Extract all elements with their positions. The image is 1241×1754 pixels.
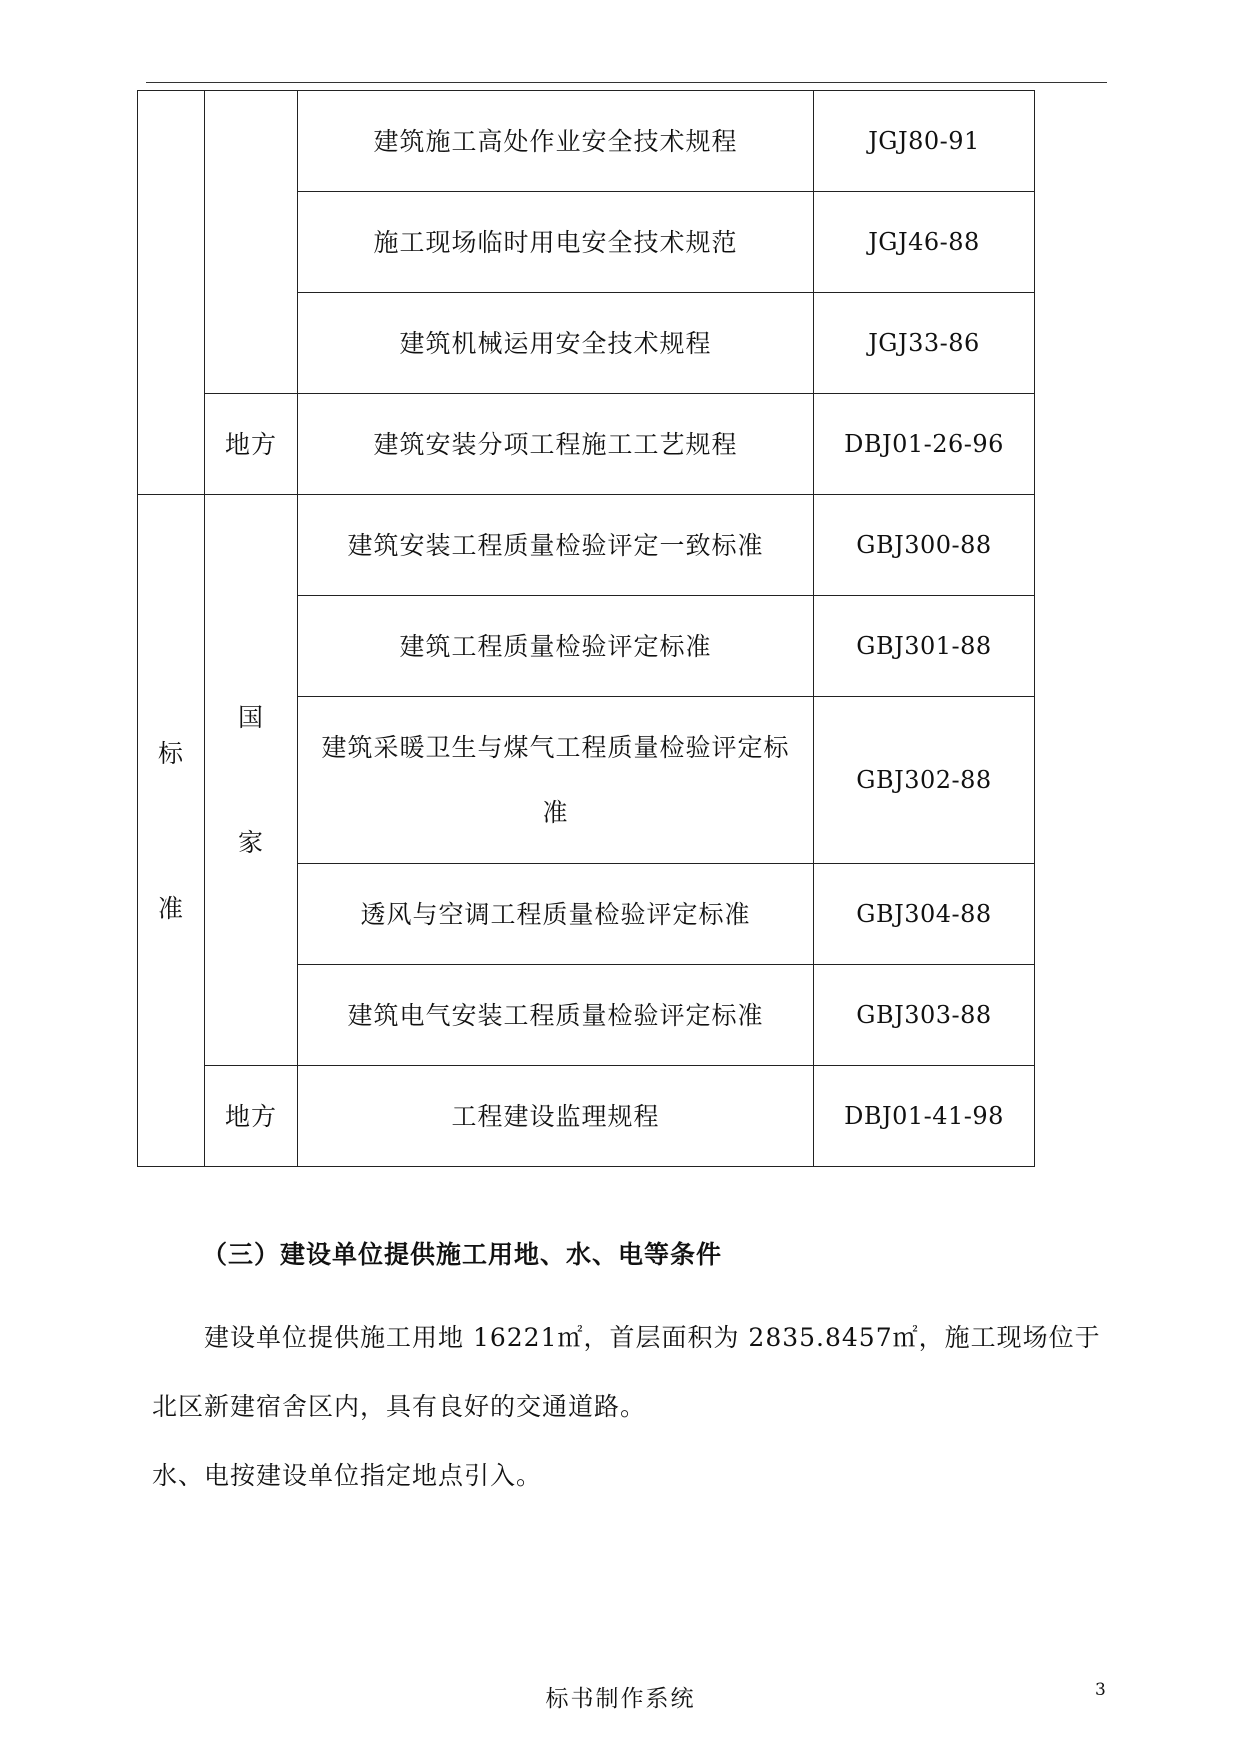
standard-name: 建筑机械运用安全技术规程: [298, 293, 814, 394]
level-char: 国: [237, 703, 264, 732]
header-rule: [146, 82, 1107, 83]
standard-code: GBJ304-88: [814, 864, 1035, 965]
standard-code: JGJ80-91: [814, 91, 1035, 192]
table-row: [138, 495, 1035, 596]
category-char: 标: [157, 738, 184, 768]
standard-code: GBJ303-88: [814, 965, 1035, 1066]
footer-text: 标书制作系统: [545, 1686, 696, 1712]
page-number: 3: [1095, 1680, 1106, 1700]
table-row: [138, 91, 1035, 192]
standard-name: 建筑采暖卫生与煤气工程质量检验评定标准: [298, 697, 814, 864]
level-char: 家: [237, 828, 264, 857]
standard-name: 建筑安装分项工程施工工艺规程: [298, 394, 814, 495]
level-cell-local: 地方: [205, 394, 298, 495]
standard-name: 建筑安装工程质量检验评定一致标准: [298, 495, 814, 596]
standards-table: [137, 90, 1035, 1167]
standard-name: 建筑工程质量检验评定标准: [298, 596, 814, 697]
level-cell-continued: [205, 91, 298, 394]
standard-name: 工程建设监理规程: [298, 1066, 814, 1167]
standard-code: JGJ46-88: [814, 192, 1035, 293]
level-cell-national: [205, 495, 298, 1066]
paragraph: 水、电按建设单位指定地点引入。: [152, 1461, 543, 1490]
standard-code: GBJ301-88: [814, 596, 1035, 697]
standard-code: DBJ01-41-98: [814, 1066, 1035, 1167]
level-cell-local: 地方: [205, 1066, 298, 1167]
standard-name: 建筑施工高处作业安全技术规程: [298, 91, 814, 192]
category-char: 准: [157, 893, 184, 923]
section-title: （三）建设单位提供施工用地、水、电等条件: [202, 1240, 723, 1269]
standard-name: 施工现场临时用电安全技术规范: [298, 192, 814, 293]
standard-code: JGJ33-86: [814, 293, 1035, 394]
standard-name: 透风与空调工程质量检验评定标准: [298, 864, 814, 965]
standard-code: GBJ300-88: [814, 495, 1035, 596]
table-row: [138, 1066, 1035, 1167]
standard-name: 建筑电气安装工程质量检验评定标准: [298, 965, 814, 1066]
paragraph: 建设单位提供施工用地 16221㎡，首层面积为 2835.8457㎡，施工现场位于北区新建宿舍区内，具有良好的交通道路。: [152, 1323, 1101, 1421]
table-row: [138, 394, 1035, 495]
category-cell-continued: [138, 91, 205, 495]
category-cell-standard: [138, 495, 205, 1167]
standard-code: DBJ01-26-96: [814, 394, 1035, 495]
standard-code: GBJ302-88: [814, 697, 1035, 864]
